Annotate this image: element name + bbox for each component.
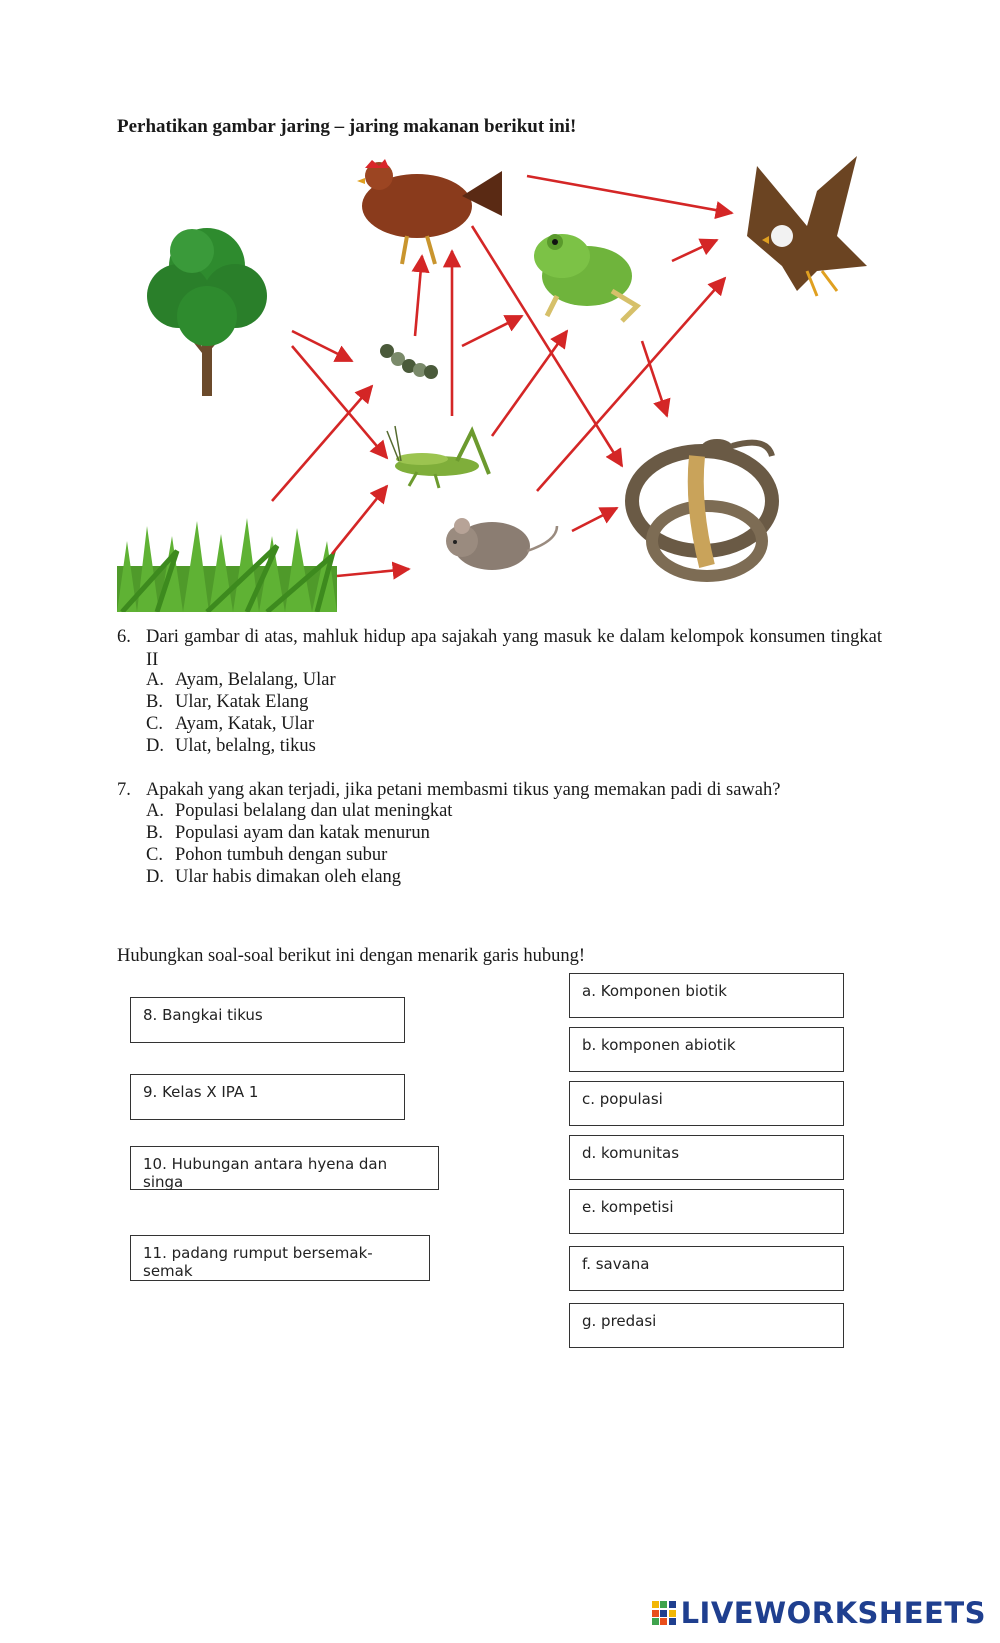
right-item-f[interactable]: f. savana [569, 1246, 844, 1291]
question-7-option-c[interactable]: C. Pohon tumbuh dengan subur [146, 845, 388, 865]
question-6-option-a[interactable]: A. Ayam, Belalang, Ular [146, 670, 336, 690]
grasshopper-icon [387, 426, 489, 488]
question-6-text: Dari gambar di atas, mahluk hidup apa sajakah yang masuk ke dalam kelompok konsumen tingkat II [146, 627, 882, 670]
mouse-icon [446, 518, 557, 570]
left-item-9[interactable]: 9. Kelas X IPA 1 [130, 1074, 405, 1120]
tree-icon [147, 228, 267, 396]
right-item-e[interactable]: e. kompetisi [569, 1189, 844, 1234]
question-7-option-a[interactable]: A. Populasi belalang dan ulat meningkat [146, 801, 453, 821]
left-item-8[interactable]: 8. Bangkai tikus [130, 997, 405, 1043]
page-heading: Perhatikan gambar jaring – jaring makanan berikut ini! [117, 116, 577, 137]
question-7-option-b[interactable]: B. Populasi ayam dan katak menurun [146, 823, 430, 843]
frog-icon [534, 234, 637, 321]
question-7-text: Apakah yang akan terjadi, jika petani membasmi tikus yang memakan padi di sawah? [146, 780, 781, 800]
right-item-a[interactable]: a. Komponen biotik [569, 973, 844, 1018]
left-item-11[interactable]: 11. padang rumput bersemak-semak [130, 1235, 430, 1281]
matching-instruction: Hubungkan soal-soal berikut ini dengan menarik garis hubung! [117, 946, 586, 966]
question-7-option-d[interactable]: D. Ular habis dimakan oleh elang [146, 867, 402, 887]
right-item-b[interactable]: b. komponen abiotik [569, 1027, 844, 1072]
grass-icon [117, 518, 337, 612]
eagle-icon [747, 156, 867, 296]
question-7-number: 7. [117, 780, 131, 800]
chicken-icon [357, 159, 502, 264]
question-6-number: 6. [117, 627, 131, 647]
right-item-c[interactable]: c. populasi [569, 1081, 844, 1126]
food-web-diagram [117, 156, 917, 612]
left-item-10[interactable]: 10. Hubungan antara hyena dan singa [130, 1146, 439, 1190]
liveworksheets-mark-icon [652, 1601, 676, 1625]
question-6-option-b[interactable]: B. Ular, Katak Elang [146, 692, 309, 712]
snake-icon [632, 439, 772, 576]
caterpillar-icon [380, 344, 438, 379]
liveworksheets-logo [652, 1596, 986, 1630]
question-6-option-d[interactable]: D. Ulat, belalng, tikus [146, 736, 316, 756]
liveworksheets-wordmark: LIVEWORKSHEETS [680, 1596, 986, 1630]
right-item-g[interactable]: g. predasi [569, 1303, 844, 1348]
question-6-option-c[interactable]: C. Ayam, Katak, Ular [146, 714, 315, 734]
right-item-d[interactable]: d. komunitas [569, 1135, 844, 1180]
